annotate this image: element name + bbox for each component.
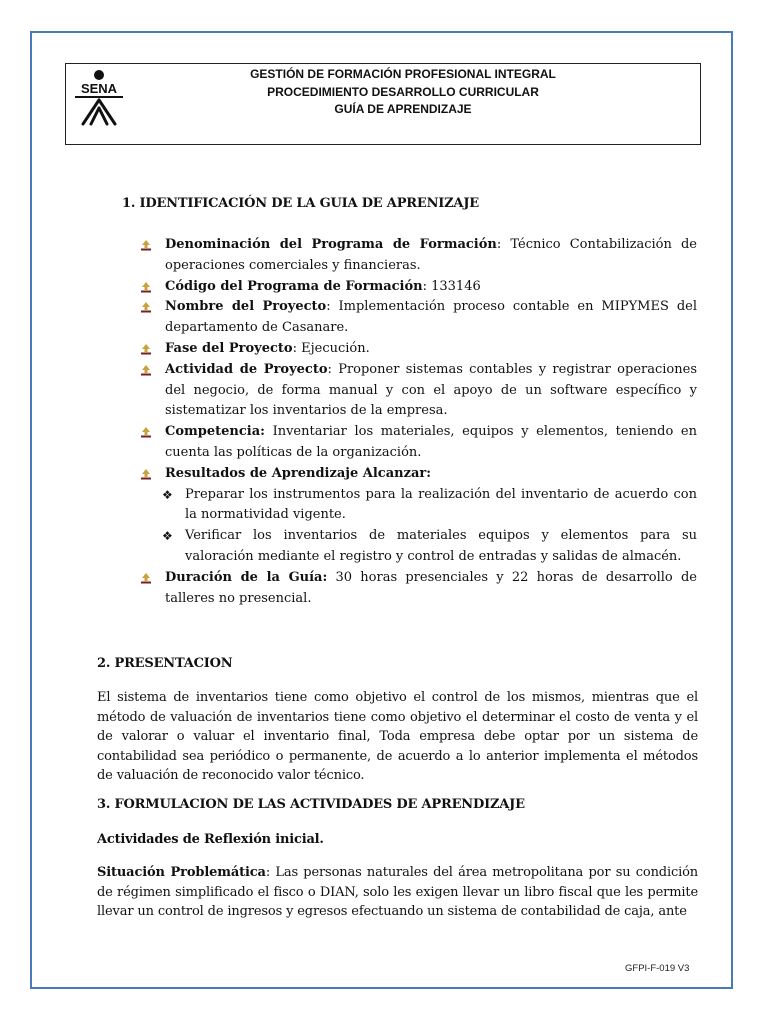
section2-title: 2. PRESENTACION xyxy=(97,656,233,671)
list-item: Fase del Proyecto: Ejecución. xyxy=(140,339,697,360)
header-line-3: GUÍA DE APRENDIZAJE xyxy=(334,102,472,116)
header-line-2: PROCEDIMIENTO DESARROLLO CURRICULAR xyxy=(267,84,539,99)
identification-list xyxy=(140,235,697,609)
list-item: Actividad de Proyecto: Proponer sistemas contables y registrar operaciones del negocio, de forma manual y con el apoyo de un software específico y sistematizar los inventarios de la empresa. xyxy=(140,360,697,422)
form-code: GFPI-F-019 V3 xyxy=(625,963,690,974)
list-item: Nombre del Proyecto: Implementación proceso contable en MIPYMES del departamento de Casanare. xyxy=(140,297,697,339)
header-line-1: GESTIÓN DE FORMACIÓN PROFESIONAL INTEGRAL xyxy=(250,67,556,81)
arrow-bullet-icon xyxy=(140,344,152,355)
arrow-bullet-icon xyxy=(140,302,152,313)
situation-paragraph: Situación Problemática: Las personas naturales del área metropolitana por su condición de régimen simplificado el fisco o DIAN, solo les exigen llevar un libro fiscal que les permite llevar un control de ingresos y egresos efectuando un sistema de contabilidad de caja, ante xyxy=(97,865,699,920)
arrow-bullet-icon xyxy=(140,240,152,251)
list-item: Código del Programa de Formación: 133146 xyxy=(140,277,697,298)
list-item: Denominación del Programa de Formación: Técnico Contabilización de operaciones comerciales y financieras. xyxy=(140,235,697,277)
sub-list-item: ❖ Preparar los instrumentos para la realización del inventario de acuerdo con la normatividad vigente. xyxy=(162,486,697,523)
arrow-bullet-icon xyxy=(140,469,152,480)
diamond-bullet-icon: ❖ xyxy=(162,529,173,544)
arrow-bullet-icon xyxy=(140,427,152,438)
arrow-bullet-icon xyxy=(140,365,152,376)
section3-subtitle: Actividades de Reflexión inicial. xyxy=(97,832,324,847)
presentation-paragraph: El sistema de inventarios tiene como objetivo el control de los mismos, mientras que el método de valuación de inventarios tiene como objetivo el determinar el costo de venta y el de valorar o valuar el inventario final, Toda empresa debe optar por un sistema de contabilidad sea periódico o permanente, de acuerdo a lo anterior implementa el métodos de valuación de reconocido valor técnico. xyxy=(97,690,698,784)
list-item: Resultados de Aprendizaje Alcanzar: xyxy=(140,464,697,485)
section1-title: 1. IDENTIFICACIÓN DE LA GUIA DE APRENIZAJE xyxy=(122,196,479,211)
section3-title: 3. FORMULACION DE LAS ACTIVIDADES DE APRENDIZAJE xyxy=(97,797,525,812)
arrow-bullet-icon xyxy=(140,573,152,584)
diamond-bullet-icon: ❖ xyxy=(162,487,173,502)
list-item: Duración de la Guía: 30 horas presenciales y 22 horas de desarrollo de talleres no presencial. xyxy=(140,568,697,610)
svg-text:SENA: SENA xyxy=(80,81,118,96)
arrow-bullet-icon xyxy=(140,282,152,293)
sub-list-item: ❖ Verificar los inventarios de materiales equipos y elementos para su valoración mediante el registro y control de entradas y salidas de almacén. xyxy=(162,528,697,564)
list-item: Competencia: Inventariar los materiales, equipos y elementos, teniendo en cuenta las políticas de la organización. xyxy=(140,422,697,464)
